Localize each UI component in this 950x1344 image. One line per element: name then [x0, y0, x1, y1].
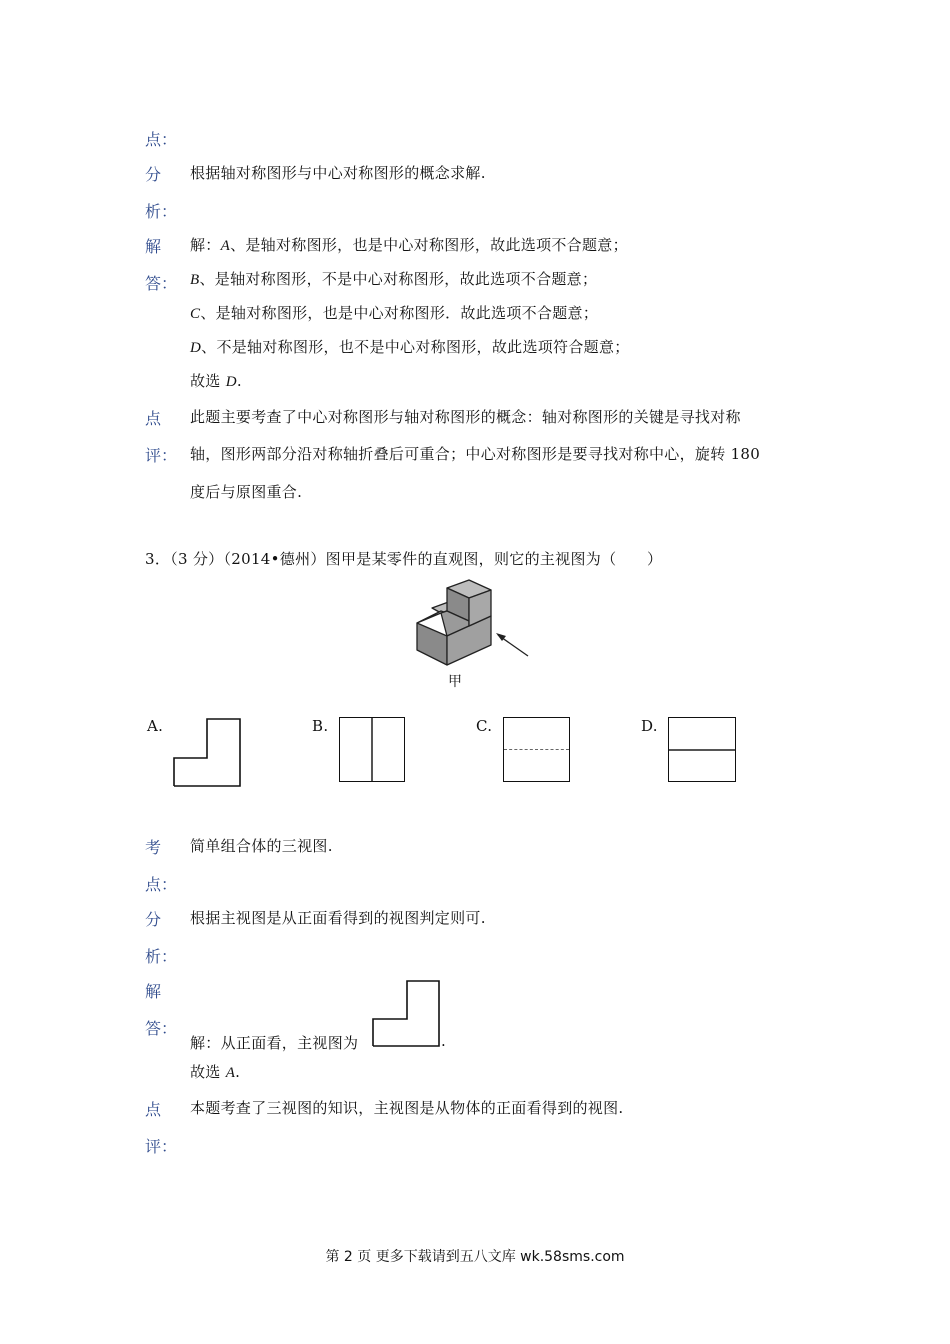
label-ping-2: 评： [145, 1137, 178, 1156]
answer-prefix: 解： [190, 236, 221, 254]
label-dian-2: 点 [145, 1100, 162, 1119]
label-dian-top: 点： [145, 130, 178, 149]
answer-line-text: 、不是轴对称图形，也不是中心对称图形，故此选项符合题意； [201, 338, 630, 356]
comment-line-2: 轴，图形两部分沿对称轴折叠后可重合；中心对称图形是要寻找对称中心，旋转 180 [190, 445, 761, 463]
comment-line-1: 此题主要考查了中心对称图形与轴对称图形的概念：轴对称图形的关键是寻找对称 [190, 408, 741, 426]
label-ping: 评： [145, 446, 178, 465]
label-kao: 考 [145, 838, 162, 857]
answer-line-text: 、是轴对称图形，不是中心对称图形，故此选项不合题意； [199, 270, 598, 288]
label-fen: 分 [145, 165, 162, 184]
label-da: 答： [145, 274, 178, 293]
option-c-label[interactable]: C. [476, 717, 493, 735]
label-dian-1: 点： [145, 875, 178, 894]
label-jie-2: 解 [145, 982, 162, 1001]
page-footer: 第 2 页 更多下载请到五八文库 wk.58sms.com [325, 1249, 625, 1265]
option-d-solid-line [669, 749, 735, 751]
conclusion-suffix: . [235, 1063, 241, 1081]
conclusion-line [190, 370, 242, 391]
option-b-divider [371, 718, 373, 781]
option-a-figure[interactable] [173, 718, 243, 788]
analysis-text: 根据轴对称图形与中心对称图形的概念求解. [190, 164, 486, 182]
option-a-label[interactable]: A. [147, 717, 164, 735]
answer-front-view-figure [372, 979, 442, 1049]
option-b-figure[interactable] [339, 717, 405, 782]
label-xi-2: 析： [145, 947, 178, 966]
conclusion-letter: A [225, 1065, 236, 1081]
option-c-figure[interactable] [503, 717, 570, 782]
label-jie: 解 [145, 237, 162, 256]
option-letter: A [220, 238, 231, 254]
answer-line-text: 、是轴对称图形，也是中心对称图形．故此选项不合题意； [200, 304, 599, 322]
answer-line-d [190, 336, 630, 357]
label-xi: 析： [145, 202, 178, 221]
label-dian: 点 [145, 409, 162, 428]
answer-line-a [190, 234, 628, 255]
option-b-label[interactable]: B. [312, 717, 329, 735]
option-letter: B [190, 272, 200, 288]
comment-line-3: 度后与原图重合. [190, 483, 303, 501]
conclusion-prefix: 故选 [190, 372, 221, 390]
analysis-text-2: 根据主视图是从正面看得到的视图判定则可. [190, 909, 486, 927]
kaodian-text: 简单组合体的三视图. [190, 837, 333, 855]
option-letter: D [190, 340, 202, 356]
label-fen-2: 分 [145, 910, 162, 929]
conclusion-prefix: 故选 [190, 1063, 221, 1081]
figure-caption: 甲 [448, 674, 462, 690]
label-da-2: 答： [145, 1019, 178, 1038]
question-3-text: 3．（3 分）（2014•德州）图甲是某零件的直观图，则它的主视图为（ ） [145, 550, 663, 568]
answer-line-text: 、是轴对称图形，也是中心对称图形，故此选项不合题意； [230, 236, 628, 254]
answer-line-b [190, 268, 597, 289]
isometric-part-figure [410, 578, 540, 698]
answer-text-2: 解：从正面看，主视图为 [190, 1034, 359, 1052]
option-d-figure[interactable] [668, 717, 736, 782]
option-c-dashed-line [504, 749, 569, 750]
comment-text-2: 本题考查了三视图的知识，主视图是从物体的正面看得到的视图. [190, 1099, 624, 1117]
option-d-label[interactable]: D. [641, 717, 658, 735]
conclusion-letter: D [225, 374, 237, 390]
answer-line-c [190, 302, 598, 323]
conclusion-suffix: . [236, 372, 242, 390]
conclusion-line-2 [190, 1061, 240, 1082]
option-letter: C [190, 306, 201, 322]
answer-period-2: . [441, 1032, 447, 1050]
